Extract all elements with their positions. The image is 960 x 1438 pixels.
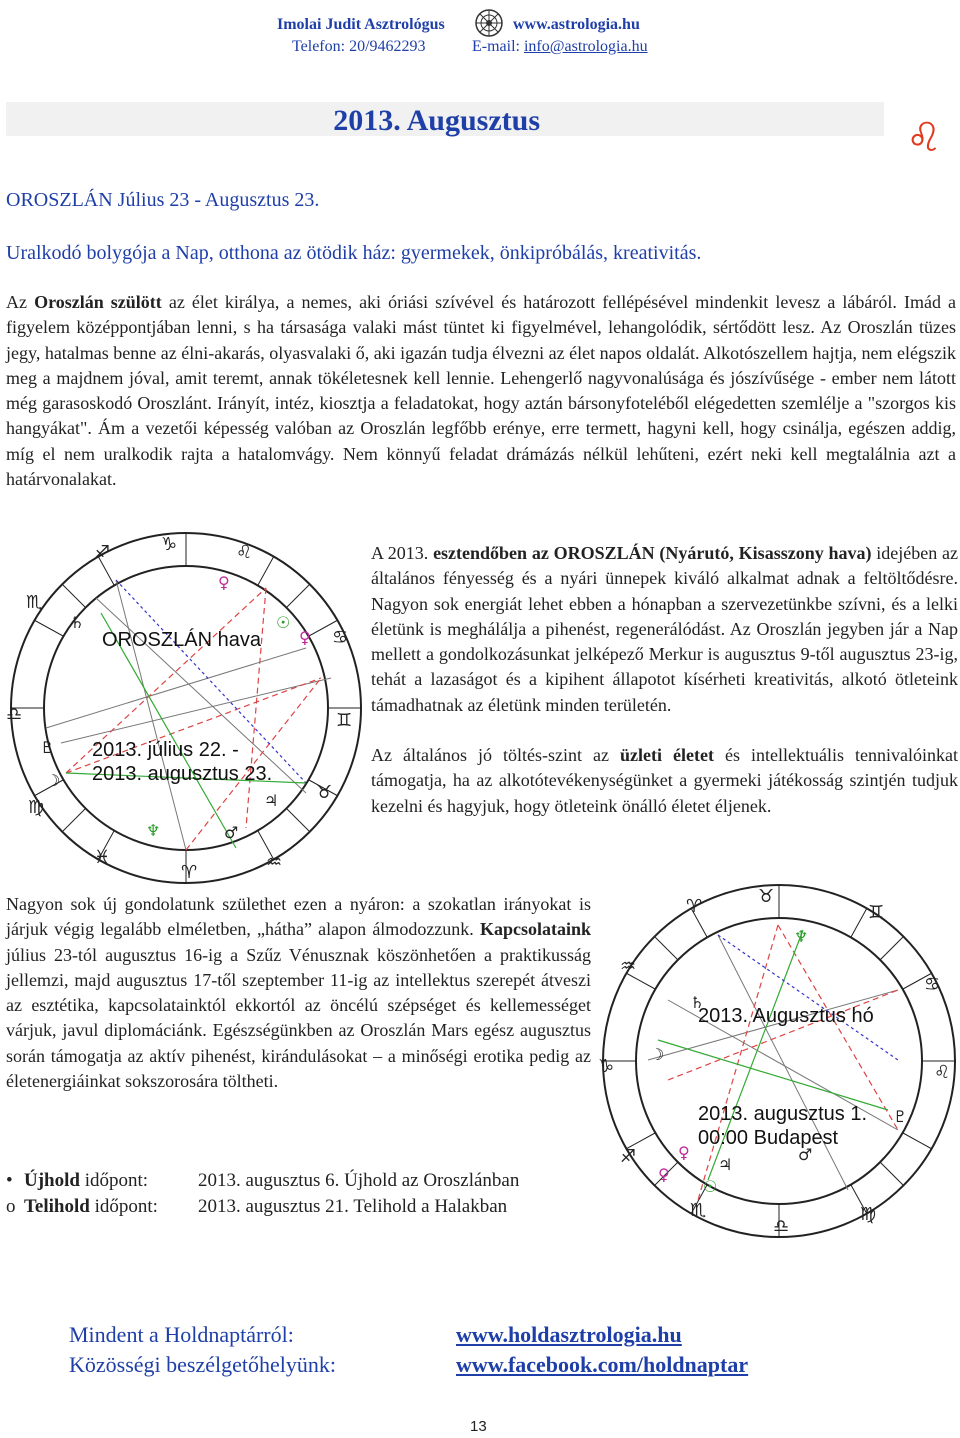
new-moon-line	[6, 1170, 148, 1192]
chart1-label-start: 2013. július 22. -	[92, 739, 239, 761]
right-a1: A 2013.	[371, 543, 434, 563]
circle-bullet-icon: o	[6, 1196, 16, 1217]
svg-text:♆: ♆	[146, 821, 161, 840]
right-paragraphs	[371, 541, 958, 819]
svg-text:♃: ♃	[264, 791, 279, 810]
right-a2: esztendőben az OROSZLÁN	[433, 543, 655, 563]
svg-text:♈: ♈	[181, 862, 198, 883]
left-c3: július 23-tól augusztus 16-ig a Szűz Vénusznak köszönhetően a praktikusság jellemzi, majd augusztus 17-től szeptember 11-ig az intellektus szerepét átveszi az esztétika, kapcsolatainktól ekkortól az öncélú szépséget és kellemességet várjuk, javul diplomáciánk. Egészségünkben az Oroszlán Mars egész augusztus során támogatja az aktív pihenést, kirándulásokat – a minőségi erotika pedig az életenergiáinkat sokszorosára töltheti.	[6, 944, 591, 1092]
footer-link-holdasztrologia[interactable]: www.holdasztrologia.hu	[456, 1322, 682, 1347]
svg-text:♂: ♂	[224, 823, 239, 842]
svg-text:♊: ♊	[336, 710, 353, 731]
svg-text:♌: ♌	[236, 542, 253, 563]
svg-text:♀: ♀	[299, 628, 311, 647]
svg-text:♏: ♏	[690, 1200, 707, 1221]
footer-link-facebook[interactable]: www.facebook.com/holdnaptar	[456, 1352, 749, 1377]
svg-text:☽: ☽	[46, 771, 61, 790]
svg-text:☉: ☉	[703, 1177, 718, 1196]
svg-text:♓: ♓	[94, 847, 111, 868]
footer-label-1: Mindent a Holdnaptárról:	[69, 1322, 294, 1347]
chart1-label-end: 2013. augusztus 23.	[92, 763, 273, 785]
svg-text:♍: ♍	[28, 797, 45, 818]
intro-paragraph	[6, 290, 956, 492]
chart1-label-title: OROSZLÁN hava	[102, 629, 261, 651]
svg-text:♀: ♀	[658, 1165, 670, 1184]
phone-number: Telefon: 20/9462293	[292, 38, 426, 55]
right-paragraph-1	[371, 541, 958, 718]
svg-text:♍: ♍	[860, 1204, 877, 1225]
page-title: 2013. Augusztus	[333, 104, 540, 137]
svg-text:♋: ♋	[924, 974, 941, 995]
svg-text:♋: ♋	[332, 627, 349, 648]
left-paragraph	[6, 892, 591, 1094]
horoscope-chart-oroszlan-hava	[6, 528, 366, 888]
svg-text:♎: ♎	[6, 704, 23, 725]
left-c1: Nagyon sok új gondolatunk születhet ezen a nyáron: a szokatlan irányokat is járjuk végig legalább elméletben, „hátha” alapon álmodozzunk.	[6, 894, 591, 940]
svg-text:♐: ♐	[620, 1146, 637, 1167]
leo-sign-icon: ♌	[906, 115, 942, 161]
right-paragraph-2	[371, 743, 958, 819]
svg-text:♉: ♉	[758, 886, 775, 907]
right-b3: és intellektuális tennivalóinkat támogatja, ha az alkotótevékenységünket a gyermeki játékosság szintjén tudjuk kezelni és hagyjuk, hogy ötleteink önálló életet éljenek.	[371, 745, 958, 816]
bullet-icon: •	[6, 1170, 13, 1191]
email-link[interactable]: info@astrologia.hu	[523, 38, 648, 55]
chart2-label-title: 2013. Augusztus hó	[698, 1005, 874, 1027]
svg-text:♏: ♏	[26, 592, 43, 613]
left-c2: Kapcsolataink	[479, 919, 591, 940]
right-a3: (Nyárutó, Kisasszony hava)	[654, 543, 872, 563]
right-b1: Az általános jó töltés-szint az	[371, 745, 621, 766]
chart2-label-date: 2013. augusztus 1.	[698, 1103, 868, 1125]
zodiac-wheel-logo	[474, 8, 504, 38]
svg-text:♀: ♀	[218, 573, 230, 592]
svg-text:♒: ♒	[266, 852, 283, 873]
full-moon-label: időpont:	[89, 1196, 158, 1217]
full-moon-line	[6, 1196, 158, 1218]
svg-text:♆: ♆	[794, 927, 809, 946]
full-moon-value: 2013. augusztus 21. Telihold a Halakban	[198, 1196, 508, 1217]
email-label: E-mail:	[472, 38, 524, 55]
horoscope-chart-augusztus-ho	[598, 880, 960, 1242]
svg-text:♊: ♊	[868, 902, 885, 923]
svg-text:♇: ♇	[893, 1107, 908, 1126]
svg-text:♐: ♐	[94, 542, 111, 563]
intro-text-c: az élet királya, a nemes, aki óriási szívével és határozott fellépésével mindenkit levesz a lábáról. Imád a figyelem középpontjában lenni, s ha társasága valaki mást tüntet ki figyelmével, lehangolódik, sértődött lesz. Az Oroszlán tüzes jegy, hatalmas benne az élni-akarás, olyasvalaki ő, aki igazán tudja élvezni az élet napos oldalát. Alkotószellem hajtja, nem elégszik meg a majdnem jóval, amit teremt, annak tökéletesnek kell lennie. Lehengerlő nagyvonalúsága és jószívűsége - ember nem látott még garasoskodó Oroszlánt. Irányít, intéz, kiosztja a feladatokat, hogy aztán bársonyfoteléből elégedetten szemlélje a "szorgos kis hangyákat". Ám a vezetői képesség valóban az Oroszlán legfőbb erénye, erre termett, hagyni kell, hogy csinálja, egészen addig, míg el nem uralkodik rajta a hatalomvágy. Nem könnyű feladat drámázás nélkül lehűteni, ezért neki kell megtalálnia azt a határvonalakat.	[6, 292, 956, 490]
author-name: Imolai Judit Asztrológus	[277, 16, 445, 33]
full-moon-label-bold: Telihold	[24, 1196, 90, 1217]
svg-text:♇: ♇	[40, 738, 55, 757]
intro-bold: Oroszlán szülött	[34, 292, 162, 312]
sign-heading: OROSZLÁN Július 23 - Augusztus 23.	[6, 189, 320, 211]
new-moon-label: időpont:	[79, 1170, 149, 1191]
svg-text:♉: ♉	[316, 782, 333, 803]
svg-text:♌: ♌	[934, 1062, 951, 1083]
intro-text-a: Az	[6, 292, 35, 312]
svg-text:♒: ♒	[620, 956, 637, 977]
svg-text:♄: ♄	[690, 993, 705, 1012]
new-moon-label-bold: Újhold	[24, 1170, 80, 1191]
svg-text:♄: ♄	[70, 613, 85, 632]
website-link[interactable]: www.astrologia.hu	[513, 16, 640, 33]
right-a4: idejében az általános fényesség és a nyári ünnepek kiváló alkalmat adnak a feltöltődésre. Nagyon sok energiát lehet ebben a hónapban a szervezetünkbe szívni, és a lelki életünk is meghálálja a pihenést, regenerálódást. Az Oroszlán jegyben jár a Nap mellett a gondolkozásunkat jelképező Merkur is augusztus 9-től augusztus 23-ig, tehát a lazaságot és a kipihent állapotot kísérheti kreativitás, alkotó ötleteink támadhatnak az életünk minden területén.	[371, 543, 958, 715]
svg-text:♈: ♈	[686, 896, 703, 917]
chart2-label-time: 00:00 Budapest	[698, 1127, 839, 1149]
svg-text:☉: ☉	[276, 613, 291, 632]
svg-text:♑: ♑	[598, 1056, 615, 1077]
email-line	[472, 38, 648, 56]
svg-text:♀: ♀	[678, 1143, 690, 1162]
new-moon-value: 2013. augusztus 6. Újhold az Oroszlánban	[198, 1170, 520, 1191]
svg-text:☽: ☽	[650, 1045, 665, 1064]
svg-text:♎: ♎	[773, 1216, 790, 1237]
footer-label-2: Közösségi beszélgetőhelyünk:	[69, 1352, 336, 1377]
svg-text:♂: ♂	[798, 1145, 813, 1164]
page-number: 13	[470, 1418, 487, 1435]
svg-text:♃: ♃	[718, 1155, 733, 1174]
ruler-line: Uralkodó bolygója a Nap, otthona az ötödik ház: gyermekek, önkipróbálás, kreativitás.	[6, 242, 702, 264]
svg-text:♑: ♑	[161, 534, 178, 555]
right-b2: üzleti életet	[620, 745, 714, 766]
